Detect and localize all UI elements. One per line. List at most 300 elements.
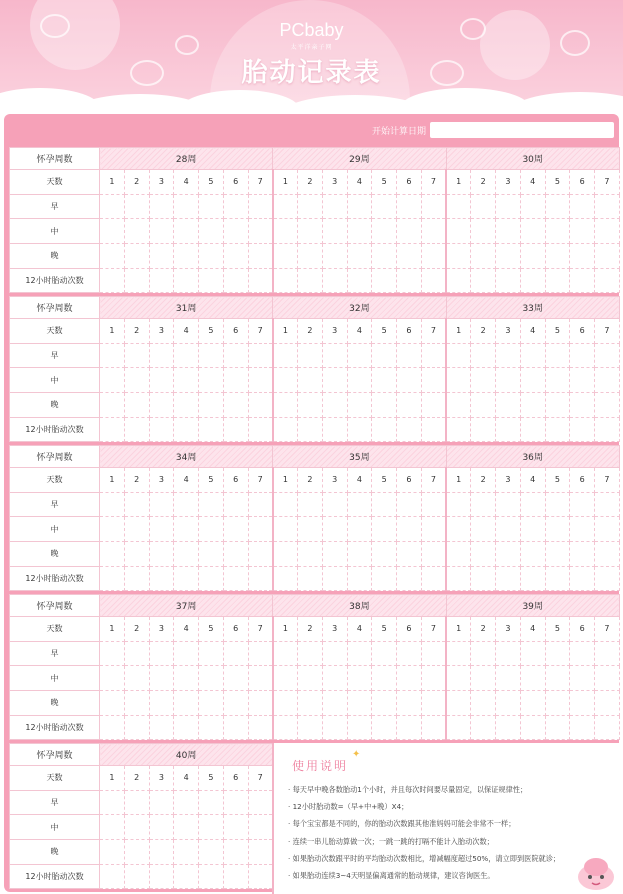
morning-count-cell[interactable]	[397, 194, 422, 219]
total-count-cell[interactable]	[372, 268, 397, 293]
morning-count-cell[interactable]	[421, 194, 446, 219]
total-count-cell[interactable]	[223, 268, 248, 293]
morning-count-cell[interactable]	[248, 194, 273, 219]
morning-count-cell[interactable]	[174, 492, 199, 517]
evening-count-cell[interactable]	[199, 244, 224, 269]
morning-count-cell[interactable]	[149, 641, 174, 666]
evening-count-cell[interactable]	[446, 244, 471, 269]
noon-count-cell[interactable]	[273, 666, 298, 691]
noon-count-cell[interactable]	[520, 517, 545, 542]
morning-count-cell[interactable]	[273, 492, 298, 517]
evening-count-cell[interactable]	[347, 542, 372, 567]
total-count-cell[interactable]	[273, 566, 298, 591]
evening-count-cell[interactable]	[595, 691, 620, 716]
total-count-cell[interactable]	[471, 417, 496, 442]
evening-count-cell[interactable]	[421, 393, 446, 418]
evening-count-cell[interactable]	[570, 691, 595, 716]
morning-count-cell[interactable]	[223, 343, 248, 368]
evening-count-cell[interactable]	[322, 244, 347, 269]
morning-count-cell[interactable]	[223, 641, 248, 666]
noon-count-cell[interactable]	[372, 666, 397, 691]
evening-count-cell[interactable]	[248, 840, 273, 865]
noon-count-cell[interactable]	[149, 517, 174, 542]
total-count-cell[interactable]	[174, 566, 199, 591]
evening-count-cell[interactable]	[397, 244, 422, 269]
total-count-cell[interactable]	[446, 268, 471, 293]
evening-count-cell[interactable]	[372, 244, 397, 269]
morning-count-cell[interactable]	[397, 492, 422, 517]
total-count-cell[interactable]	[174, 268, 199, 293]
noon-count-cell[interactable]	[100, 815, 125, 840]
total-count-cell[interactable]	[223, 417, 248, 442]
noon-count-cell[interactable]	[372, 368, 397, 393]
noon-count-cell[interactable]	[570, 368, 595, 393]
evening-count-cell[interactable]	[372, 691, 397, 716]
noon-count-cell[interactable]	[570, 219, 595, 244]
morning-count-cell[interactable]	[100, 492, 125, 517]
total-count-cell[interactable]	[347, 417, 372, 442]
total-count-cell[interactable]	[199, 566, 224, 591]
evening-count-cell[interactable]	[100, 691, 125, 716]
morning-count-cell[interactable]	[100, 790, 125, 815]
morning-count-cell[interactable]	[421, 343, 446, 368]
noon-count-cell[interactable]	[223, 666, 248, 691]
total-count-cell[interactable]	[273, 417, 298, 442]
total-count-cell[interactable]	[322, 566, 347, 591]
evening-count-cell[interactable]	[496, 542, 521, 567]
total-count-cell[interactable]	[124, 715, 149, 740]
total-count-cell[interactable]	[149, 864, 174, 889]
total-count-cell[interactable]	[545, 268, 570, 293]
total-count-cell[interactable]	[372, 715, 397, 740]
noon-count-cell[interactable]	[322, 666, 347, 691]
evening-count-cell[interactable]	[322, 393, 347, 418]
total-count-cell[interactable]	[174, 715, 199, 740]
noon-count-cell[interactable]	[248, 666, 273, 691]
total-count-cell[interactable]	[223, 864, 248, 889]
noon-count-cell[interactable]	[124, 815, 149, 840]
evening-count-cell[interactable]	[248, 244, 273, 269]
evening-count-cell[interactable]	[570, 542, 595, 567]
noon-count-cell[interactable]	[397, 666, 422, 691]
morning-count-cell[interactable]	[223, 492, 248, 517]
total-count-cell[interactable]	[421, 566, 446, 591]
evening-count-cell[interactable]	[248, 691, 273, 716]
noon-count-cell[interactable]	[124, 219, 149, 244]
total-count-cell[interactable]	[100, 268, 125, 293]
morning-count-cell[interactable]	[273, 194, 298, 219]
morning-count-cell[interactable]	[372, 194, 397, 219]
morning-count-cell[interactable]	[149, 194, 174, 219]
evening-count-cell[interactable]	[100, 840, 125, 865]
morning-count-cell[interactable]	[273, 641, 298, 666]
evening-count-cell[interactable]	[149, 244, 174, 269]
noon-count-cell[interactable]	[347, 368, 372, 393]
total-count-cell[interactable]	[223, 715, 248, 740]
noon-count-cell[interactable]	[496, 219, 521, 244]
total-count-cell[interactable]	[397, 268, 422, 293]
morning-count-cell[interactable]	[595, 492, 620, 517]
total-count-cell[interactable]	[372, 566, 397, 591]
evening-count-cell[interactable]	[421, 542, 446, 567]
morning-count-cell[interactable]	[100, 343, 125, 368]
morning-count-cell[interactable]	[322, 194, 347, 219]
total-count-cell[interactable]	[100, 566, 125, 591]
total-count-cell[interactable]	[595, 566, 620, 591]
morning-count-cell[interactable]	[248, 790, 273, 815]
noon-count-cell[interactable]	[149, 815, 174, 840]
evening-count-cell[interactable]	[174, 840, 199, 865]
noon-count-cell[interactable]	[421, 368, 446, 393]
noon-count-cell[interactable]	[124, 666, 149, 691]
noon-count-cell[interactable]	[471, 219, 496, 244]
morning-count-cell[interactable]	[100, 194, 125, 219]
noon-count-cell[interactable]	[248, 517, 273, 542]
total-count-cell[interactable]	[149, 268, 174, 293]
morning-count-cell[interactable]	[248, 343, 273, 368]
noon-count-cell[interactable]	[347, 517, 372, 542]
morning-count-cell[interactable]	[347, 492, 372, 517]
total-count-cell[interactable]	[496, 566, 521, 591]
total-count-cell[interactable]	[545, 566, 570, 591]
noon-count-cell[interactable]	[174, 368, 199, 393]
total-count-cell[interactable]	[199, 864, 224, 889]
morning-count-cell[interactable]	[298, 641, 323, 666]
evening-count-cell[interactable]	[347, 691, 372, 716]
evening-count-cell[interactable]	[174, 542, 199, 567]
evening-count-cell[interactable]	[421, 691, 446, 716]
noon-count-cell[interactable]	[298, 517, 323, 542]
evening-count-cell[interactable]	[199, 691, 224, 716]
evening-count-cell[interactable]	[223, 542, 248, 567]
noon-count-cell[interactable]	[174, 219, 199, 244]
morning-count-cell[interactable]	[471, 343, 496, 368]
evening-count-cell[interactable]	[545, 244, 570, 269]
evening-count-cell[interactable]	[397, 393, 422, 418]
total-count-cell[interactable]	[298, 715, 323, 740]
morning-count-cell[interactable]	[174, 194, 199, 219]
total-count-cell[interactable]	[421, 268, 446, 293]
morning-count-cell[interactable]	[223, 790, 248, 815]
noon-count-cell[interactable]	[372, 219, 397, 244]
morning-count-cell[interactable]	[149, 492, 174, 517]
noon-count-cell[interactable]	[421, 666, 446, 691]
evening-count-cell[interactable]	[199, 393, 224, 418]
evening-count-cell[interactable]	[199, 542, 224, 567]
evening-count-cell[interactable]	[100, 542, 125, 567]
morning-count-cell[interactable]	[199, 194, 224, 219]
noon-count-cell[interactable]	[149, 219, 174, 244]
noon-count-cell[interactable]	[322, 368, 347, 393]
morning-count-cell[interactable]	[545, 194, 570, 219]
evening-count-cell[interactable]	[248, 542, 273, 567]
noon-count-cell[interactable]	[545, 666, 570, 691]
evening-count-cell[interactable]	[446, 542, 471, 567]
total-count-cell[interactable]	[149, 566, 174, 591]
evening-count-cell[interactable]	[471, 691, 496, 716]
noon-count-cell[interactable]	[223, 517, 248, 542]
total-count-cell[interactable]	[471, 715, 496, 740]
noon-count-cell[interactable]	[496, 368, 521, 393]
noon-count-cell[interactable]	[446, 517, 471, 542]
evening-count-cell[interactable]	[149, 840, 174, 865]
total-count-cell[interactable]	[124, 417, 149, 442]
total-count-cell[interactable]	[446, 417, 471, 442]
total-count-cell[interactable]	[520, 566, 545, 591]
morning-count-cell[interactable]	[570, 641, 595, 666]
evening-count-cell[interactable]	[471, 542, 496, 567]
morning-count-cell[interactable]	[570, 492, 595, 517]
total-count-cell[interactable]	[322, 268, 347, 293]
noon-count-cell[interactable]	[471, 666, 496, 691]
evening-count-cell[interactable]	[545, 542, 570, 567]
total-count-cell[interactable]	[199, 715, 224, 740]
evening-count-cell[interactable]	[520, 542, 545, 567]
noon-count-cell[interactable]	[496, 666, 521, 691]
total-count-cell[interactable]	[298, 566, 323, 591]
total-count-cell[interactable]	[199, 417, 224, 442]
total-count-cell[interactable]	[347, 715, 372, 740]
evening-count-cell[interactable]	[322, 691, 347, 716]
noon-count-cell[interactable]	[347, 666, 372, 691]
morning-count-cell[interactable]	[545, 641, 570, 666]
total-count-cell[interactable]	[248, 715, 273, 740]
morning-count-cell[interactable]	[124, 343, 149, 368]
morning-count-cell[interactable]	[199, 343, 224, 368]
total-count-cell[interactable]	[100, 417, 125, 442]
morning-count-cell[interactable]	[421, 641, 446, 666]
total-count-cell[interactable]	[496, 268, 521, 293]
total-count-cell[interactable]	[149, 417, 174, 442]
total-count-cell[interactable]	[570, 417, 595, 442]
morning-count-cell[interactable]	[372, 641, 397, 666]
noon-count-cell[interactable]	[223, 368, 248, 393]
total-count-cell[interactable]	[372, 417, 397, 442]
total-count-cell[interactable]	[199, 268, 224, 293]
morning-count-cell[interactable]	[174, 790, 199, 815]
morning-count-cell[interactable]	[446, 492, 471, 517]
total-count-cell[interactable]	[100, 715, 125, 740]
evening-count-cell[interactable]	[372, 542, 397, 567]
noon-count-cell[interactable]	[149, 666, 174, 691]
morning-count-cell[interactable]	[223, 194, 248, 219]
noon-count-cell[interactable]	[446, 666, 471, 691]
total-count-cell[interactable]	[570, 268, 595, 293]
total-count-cell[interactable]	[545, 715, 570, 740]
morning-count-cell[interactable]	[471, 492, 496, 517]
noon-count-cell[interactable]	[273, 517, 298, 542]
evening-count-cell[interactable]	[298, 542, 323, 567]
evening-count-cell[interactable]	[248, 393, 273, 418]
total-count-cell[interactable]	[347, 268, 372, 293]
morning-count-cell[interactable]	[124, 790, 149, 815]
noon-count-cell[interactable]	[545, 368, 570, 393]
evening-count-cell[interactable]	[496, 393, 521, 418]
morning-count-cell[interactable]	[124, 194, 149, 219]
noon-count-cell[interactable]	[100, 517, 125, 542]
total-count-cell[interactable]	[421, 417, 446, 442]
total-count-cell[interactable]	[471, 268, 496, 293]
noon-count-cell[interactable]	[595, 517, 620, 542]
morning-count-cell[interactable]	[520, 492, 545, 517]
noon-count-cell[interactable]	[248, 815, 273, 840]
evening-count-cell[interactable]	[421, 244, 446, 269]
morning-count-cell[interactable]	[298, 492, 323, 517]
evening-count-cell[interactable]	[273, 244, 298, 269]
evening-count-cell[interactable]	[298, 691, 323, 716]
morning-count-cell[interactable]	[520, 641, 545, 666]
noon-count-cell[interactable]	[520, 219, 545, 244]
morning-count-cell[interactable]	[322, 492, 347, 517]
total-count-cell[interactable]	[273, 715, 298, 740]
evening-count-cell[interactable]	[174, 244, 199, 269]
morning-count-cell[interactable]	[496, 641, 521, 666]
morning-count-cell[interactable]	[124, 641, 149, 666]
noon-count-cell[interactable]	[421, 517, 446, 542]
evening-count-cell[interactable]	[223, 393, 248, 418]
morning-count-cell[interactable]	[446, 641, 471, 666]
noon-count-cell[interactable]	[199, 666, 224, 691]
noon-count-cell[interactable]	[347, 219, 372, 244]
evening-count-cell[interactable]	[124, 393, 149, 418]
total-count-cell[interactable]	[397, 566, 422, 591]
evening-count-cell[interactable]	[199, 840, 224, 865]
noon-count-cell[interactable]	[273, 368, 298, 393]
start-date-input[interactable]	[430, 122, 614, 138]
morning-count-cell[interactable]	[496, 492, 521, 517]
morning-count-cell[interactable]	[397, 641, 422, 666]
evening-count-cell[interactable]	[174, 691, 199, 716]
noon-count-cell[interactable]	[545, 219, 570, 244]
noon-count-cell[interactable]	[298, 666, 323, 691]
morning-count-cell[interactable]	[397, 343, 422, 368]
noon-count-cell[interactable]	[322, 517, 347, 542]
total-count-cell[interactable]	[248, 268, 273, 293]
evening-count-cell[interactable]	[223, 691, 248, 716]
noon-count-cell[interactable]	[298, 219, 323, 244]
evening-count-cell[interactable]	[496, 691, 521, 716]
noon-count-cell[interactable]	[100, 666, 125, 691]
evening-count-cell[interactable]	[570, 244, 595, 269]
noon-count-cell[interactable]	[372, 517, 397, 542]
evening-count-cell[interactable]	[471, 244, 496, 269]
morning-count-cell[interactable]	[471, 194, 496, 219]
evening-count-cell[interactable]	[496, 244, 521, 269]
noon-count-cell[interactable]	[570, 666, 595, 691]
morning-count-cell[interactable]	[520, 194, 545, 219]
noon-count-cell[interactable]	[199, 517, 224, 542]
noon-count-cell[interactable]	[595, 368, 620, 393]
morning-count-cell[interactable]	[124, 492, 149, 517]
noon-count-cell[interactable]	[174, 666, 199, 691]
evening-count-cell[interactable]	[545, 393, 570, 418]
morning-count-cell[interactable]	[570, 343, 595, 368]
morning-count-cell[interactable]	[322, 641, 347, 666]
evening-count-cell[interactable]	[595, 244, 620, 269]
noon-count-cell[interactable]	[520, 368, 545, 393]
noon-count-cell[interactable]	[421, 219, 446, 244]
evening-count-cell[interactable]	[372, 393, 397, 418]
morning-count-cell[interactable]	[174, 641, 199, 666]
total-count-cell[interactable]	[174, 417, 199, 442]
morning-count-cell[interactable]	[248, 641, 273, 666]
morning-count-cell[interactable]	[372, 343, 397, 368]
morning-count-cell[interactable]	[496, 343, 521, 368]
total-count-cell[interactable]	[570, 566, 595, 591]
morning-count-cell[interactable]	[421, 492, 446, 517]
noon-count-cell[interactable]	[223, 219, 248, 244]
evening-count-cell[interactable]	[273, 691, 298, 716]
noon-count-cell[interactable]	[223, 815, 248, 840]
evening-count-cell[interactable]	[298, 393, 323, 418]
total-count-cell[interactable]	[520, 268, 545, 293]
evening-count-cell[interactable]	[347, 244, 372, 269]
evening-count-cell[interactable]	[149, 691, 174, 716]
evening-count-cell[interactable]	[471, 393, 496, 418]
evening-count-cell[interactable]	[446, 691, 471, 716]
total-count-cell[interactable]	[273, 268, 298, 293]
evening-count-cell[interactable]	[149, 542, 174, 567]
total-count-cell[interactable]	[397, 417, 422, 442]
noon-count-cell[interactable]	[149, 368, 174, 393]
morning-count-cell[interactable]	[199, 492, 224, 517]
evening-count-cell[interactable]	[520, 393, 545, 418]
noon-count-cell[interactable]	[446, 219, 471, 244]
total-count-cell[interactable]	[595, 268, 620, 293]
noon-count-cell[interactable]	[174, 517, 199, 542]
total-count-cell[interactable]	[124, 566, 149, 591]
morning-count-cell[interactable]	[199, 641, 224, 666]
noon-count-cell[interactable]	[570, 517, 595, 542]
total-count-cell[interactable]	[496, 715, 521, 740]
noon-count-cell[interactable]	[100, 368, 125, 393]
morning-count-cell[interactable]	[545, 492, 570, 517]
noon-count-cell[interactable]	[471, 517, 496, 542]
evening-count-cell[interactable]	[100, 393, 125, 418]
noon-count-cell[interactable]	[446, 368, 471, 393]
evening-count-cell[interactable]	[446, 393, 471, 418]
evening-count-cell[interactable]	[595, 542, 620, 567]
evening-count-cell[interactable]	[545, 691, 570, 716]
morning-count-cell[interactable]	[199, 790, 224, 815]
evening-count-cell[interactable]	[298, 244, 323, 269]
total-count-cell[interactable]	[248, 566, 273, 591]
evening-count-cell[interactable]	[520, 244, 545, 269]
total-count-cell[interactable]	[446, 566, 471, 591]
evening-count-cell[interactable]	[520, 691, 545, 716]
noon-count-cell[interactable]	[397, 219, 422, 244]
total-count-cell[interactable]	[421, 715, 446, 740]
evening-count-cell[interactable]	[223, 244, 248, 269]
evening-count-cell[interactable]	[322, 542, 347, 567]
evening-count-cell[interactable]	[273, 542, 298, 567]
morning-count-cell[interactable]	[174, 343, 199, 368]
noon-count-cell[interactable]	[520, 666, 545, 691]
morning-count-cell[interactable]	[298, 343, 323, 368]
noon-count-cell[interactable]	[124, 517, 149, 542]
evening-count-cell[interactable]	[570, 393, 595, 418]
noon-count-cell[interactable]	[248, 368, 273, 393]
morning-count-cell[interactable]	[347, 641, 372, 666]
evening-count-cell[interactable]	[124, 691, 149, 716]
total-count-cell[interactable]	[100, 864, 125, 889]
noon-count-cell[interactable]	[545, 517, 570, 542]
morning-count-cell[interactable]	[347, 343, 372, 368]
evening-count-cell[interactable]	[124, 244, 149, 269]
noon-count-cell[interactable]	[397, 368, 422, 393]
morning-count-cell[interactable]	[149, 790, 174, 815]
total-count-cell[interactable]	[248, 417, 273, 442]
